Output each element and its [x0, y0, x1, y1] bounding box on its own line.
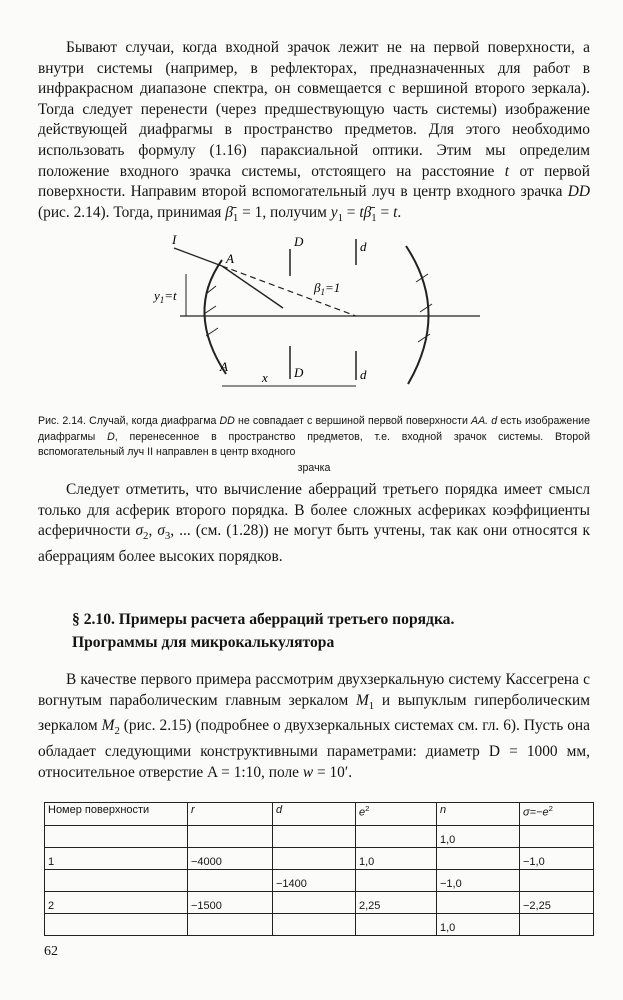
figure-caption: Рис. 2.14. Случай, когда диафрагма DD не совпадает с вершиной первой поверхности AA. d есть изображение диафрагмы D, перенесенное в пространство предметов, т.е. входной зрачок системы. Второй вспомогательный луч II направлен в центр входного зрачка: [38, 415, 590, 474]
label-a-top: A: [226, 251, 234, 266]
table-header-row: Номер поверхности r d $e^2$ n $\sigma=-e^2$: [45, 803, 594, 826]
table-row: −1400 −1,0: [45, 870, 594, 892]
parameters-table: [44, 802, 594, 936]
label-d-bottom: D: [294, 365, 304, 380]
reflected-ray: [222, 266, 283, 308]
intro-paragraph: Бывают случаи, когда входной зрачок лежит не на первой поверхности, а внутри системы (например, в рефлекторах, предназначенных для работ в инфракрасном диапазоне спектра, он совмещается с вершиной второго зеркала). Тогда следует перенести (через предшествующую часть системы) изображение действующей диафрагмы в пространство предметов. Для этого необходимо использовать формулу (1.16) параксиальной оптики. Этим мы определим положение входного зрачка системы, отстоящего на расстояние t от первой поверхности. Направим второй вспомогательный луч в центр входного зрачка DD (рис. 2.14). Тогда, принимая $\betā_1 = 1$, получим $y_1$ = $t\betā_1 = t$.: [38, 39, 590, 224]
incoming-ray: [174, 248, 222, 266]
label-beta-1: $\beta_1=1$: [314, 280, 341, 297]
table-row: 1,0: [45, 826, 594, 848]
table-row: 1,0: [45, 914, 594, 936]
label-y1-t: $y_1=t$: [154, 288, 177, 305]
table-row: 2 −1500 2,25 −2,25: [45, 892, 594, 914]
page-number: 62: [44, 944, 58, 959]
example-paragraph: В качестве первого примера рассмотрим двухзеркальную систему Кассегрена с вогнутым параболическим главным зеркалом $M_1$ и выпуклым гиперболическим зеркалом $M_2$ (рис. 2.15) (подробнее о двухзеркальных системах см. гл. 6). Пусть она обладает следующими конструктивными параметрами: диаметр D = 1000 мм, относительное отверстие A = 1:10, поле w = 10′.: [38, 671, 590, 781]
label-pupil-bottom: d: [360, 367, 367, 382]
label-a-bottom: A: [220, 359, 228, 374]
first-mirror: [204, 260, 226, 374]
section-heading: § 2.10. Примеры расчета аберраций третьего порядка. Программы для микрокалькулятора: [72, 611, 455, 651]
figure-2-14-optical-diagram: [150, 226, 490, 416]
label-d-top: D: [294, 234, 304, 249]
second-mirror: [406, 246, 429, 384]
label-pupil-top: d: [360, 239, 367, 254]
aberration-note: Следует отметить, что вычисление аберраций третьего порядка имеет смысл только для асферик второго порядка. В более сложных асфериках коэффициенты асферичности $\sigma_2$, $\sigma_3$, ... (см. (1.28)) не могут быть учтены, так как они относятся к аберрациям более высоких порядков.: [38, 481, 590, 565]
ray-label-i: I: [172, 232, 177, 247]
table-row: 1 −4000 1,0 −1,0: [45, 848, 594, 870]
label-x: x: [262, 370, 268, 385]
